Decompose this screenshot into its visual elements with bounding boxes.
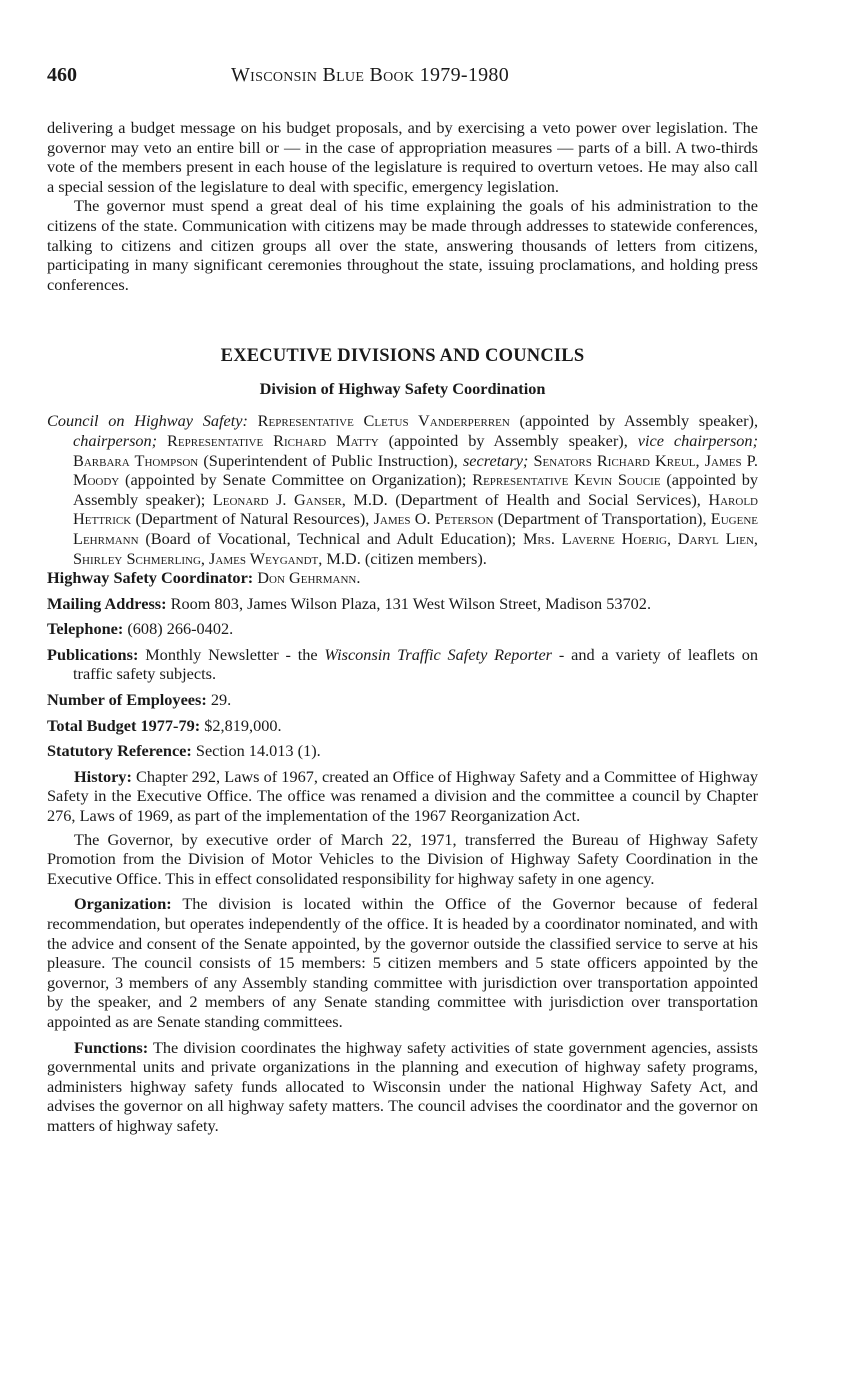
council-member-name: James O. Peterson [373, 509, 494, 529]
council-member-note: M.D. (citizen members). [322, 548, 487, 568]
organization-paragraph [47, 894, 758, 1031]
employees-line [47, 690, 758, 710]
council-members [47, 411, 758, 568]
telephone-line [47, 619, 758, 639]
council-role: chairperson; [73, 430, 158, 450]
telephone-label: Telephone: [47, 619, 124, 639]
mailing-value: Room 803, James Wilson Plaza, 131 West Wilson Street, Madison 53702. [166, 593, 652, 613]
budget-value: $2,819,000. [200, 715, 282, 735]
council-member-name: Mrs. Laverne Hoerig, Daryl Lien, Shirley Schmerling, James Weygandt, [73, 528, 758, 568]
book-title: Wisconsin Blue Book 1979-1980 [231, 64, 510, 86]
functions-text: The division coordinates the highway safety activities of state government agencies, assists governmental units and private organizations in the planning and execution of highway safety programs, administers highway safety funds allocated to Wisconsin under the national Highway Safety Act, and advises the governor on all highway safety matters. The council advises the coordinator and the governor on matters of highway safety. [47, 1037, 758, 1135]
council-member-note: (Superintendent of Public Instruction), [198, 450, 463, 470]
employees-label: Number of Employees: [47, 690, 207, 710]
functions-label: Functions: [74, 1037, 149, 1057]
council-member-note: (appointed by Senate Committee on Organization); [119, 470, 473, 490]
coordinator-label: Highway Safety Coordinator: [47, 568, 254, 588]
coordinator-line [47, 568, 758, 588]
statutory-label: Statutory Reference: [47, 741, 192, 761]
council-member-name: Representative Cletus Vanderperren [257, 411, 510, 431]
council-member-name: Harold Hettrick [73, 489, 758, 529]
section-title: EXECUTIVE DIVISIONS AND COUNCILS [220, 346, 585, 367]
telephone-value: (608) 266-0402. [123, 619, 234, 639]
council-member-note: (Department of Natural Resources), [131, 509, 374, 529]
mailing-address [47, 594, 758, 614]
intro-paragraph-1: delivering a budget message on his budget proposals, and by exercising a veto power over legislation. The governor may veto an entire bill or — in the case of appropriation measures — parts of a bill. A two-thirds vote of the members present in each house of the legislature is required to overturn vetoes. He may also call a special session of the legislature to deal with specific, emergency legislation. [47, 118, 758, 196]
publications-pre: Monthly Newsletter - the [138, 644, 325, 664]
intro-paragraph-2: The governor must spend a great deal of his time explaining the goals of his administration to the citizens of the state. Communication with citizens may be made through addresses to statewide conferences, talking to citizens and citizen groups all over the state, answering thousands of letters from citizens, participating in many significant ceremonies throughout the state, issuing proclamations, and holding press conferences. [47, 196, 758, 294]
council-role: vice chairperson; [637, 430, 758, 450]
statutory-value: Section 14.013 (1). [191, 741, 321, 761]
page-number: 460 [47, 64, 77, 86]
publications-label: Publications: [47, 644, 139, 664]
council-member-note: (Department of Transportation), [493, 509, 711, 529]
council-member-note: M.D. (Department of Health and Social Services), [345, 489, 709, 509]
mailing-label: Mailing Address: [47, 593, 167, 613]
organization-text: The division is located within the Office of the Governor because of federal recommendation, but operates independently of the office. It is headed by a coordinator nominated, and with the advice and consent of the Senate appointed, by the governor outside the classified service to serve at his pleasure. The council consists of 15 members: 5 citizen members and 5 state officers appointed by the governor, 3 members of any Assembly standing committee with jurisdiction over transportation appointed by the speaker, and 2 members of any Senate standing committee with jurisdiction over transportation appointed as are Senate standing committees. [47, 894, 758, 1031]
council-member-name: Senators Richard Kreul, James P. Moody [73, 450, 759, 490]
council-member-name: Representative Richard Matty [157, 430, 379, 450]
publications-post: - and a variety of leaflets on traffic safety subjects. [73, 644, 758, 684]
coordinator-name: Don Gehrmann. [253, 568, 361, 588]
statutory-line [47, 741, 758, 761]
council-member-note: (appointed by Assembly speaker), [378, 430, 638, 450]
subsection-title: Division of Highway Safety Coordination [259, 379, 546, 399]
history-text-1: Chapter 292, Laws of 1967, created an Office of Highway Safety and a Committee of Highway Safety in the Executive Office. The office was renamed a division and the committee a council by Chapter 276, Laws of 1969, as part of the implementation of the 1967 Reorganization Act. [47, 766, 758, 826]
employees-value: 29. [206, 690, 232, 710]
page [47, 64, 758, 1136]
council-role: secretary; [462, 450, 529, 470]
intro-text [47, 118, 758, 294]
budget-line [47, 716, 758, 736]
budget-label: Total Budget 1977-79: [47, 715, 201, 735]
organization-label: Organization: [74, 894, 172, 914]
council-member-note: (appointed by Assembly speaker), [509, 411, 759, 431]
publications-line [47, 645, 758, 684]
council-member-name: Representative Kevin Soucie [472, 470, 661, 490]
running-head [47, 64, 758, 92]
history-paragraph-2: The Governor, by executive order of March 22, 1971, transferred the Bureau of Highway Safety Promotion from the Division of Motor Vehicles to the Division of Highway Safety Coordination in the Executive Office. This in effect consolidated responsibility for highway safety in one agency. [47, 829, 758, 888]
council-member-note: (appointed by Assembly speaker); [73, 470, 758, 509]
publication-title: Wisconsin Traffic Safety Reporter [324, 644, 553, 664]
history-label: History: [74, 766, 132, 786]
council-member-note: (Board of Vocational, Technical and Adult Education); [138, 528, 523, 548]
council-member-name: Leonard J. Ganser, [212, 489, 346, 509]
council-label: Council on Highway Safety: [47, 411, 248, 431]
functions-paragraph [47, 1038, 758, 1136]
history-paragraph-1 [47, 767, 758, 826]
council-member-name: Barbara Thompson [73, 450, 199, 470]
council-member-name: Eugene Lehrmann [73, 509, 758, 548]
